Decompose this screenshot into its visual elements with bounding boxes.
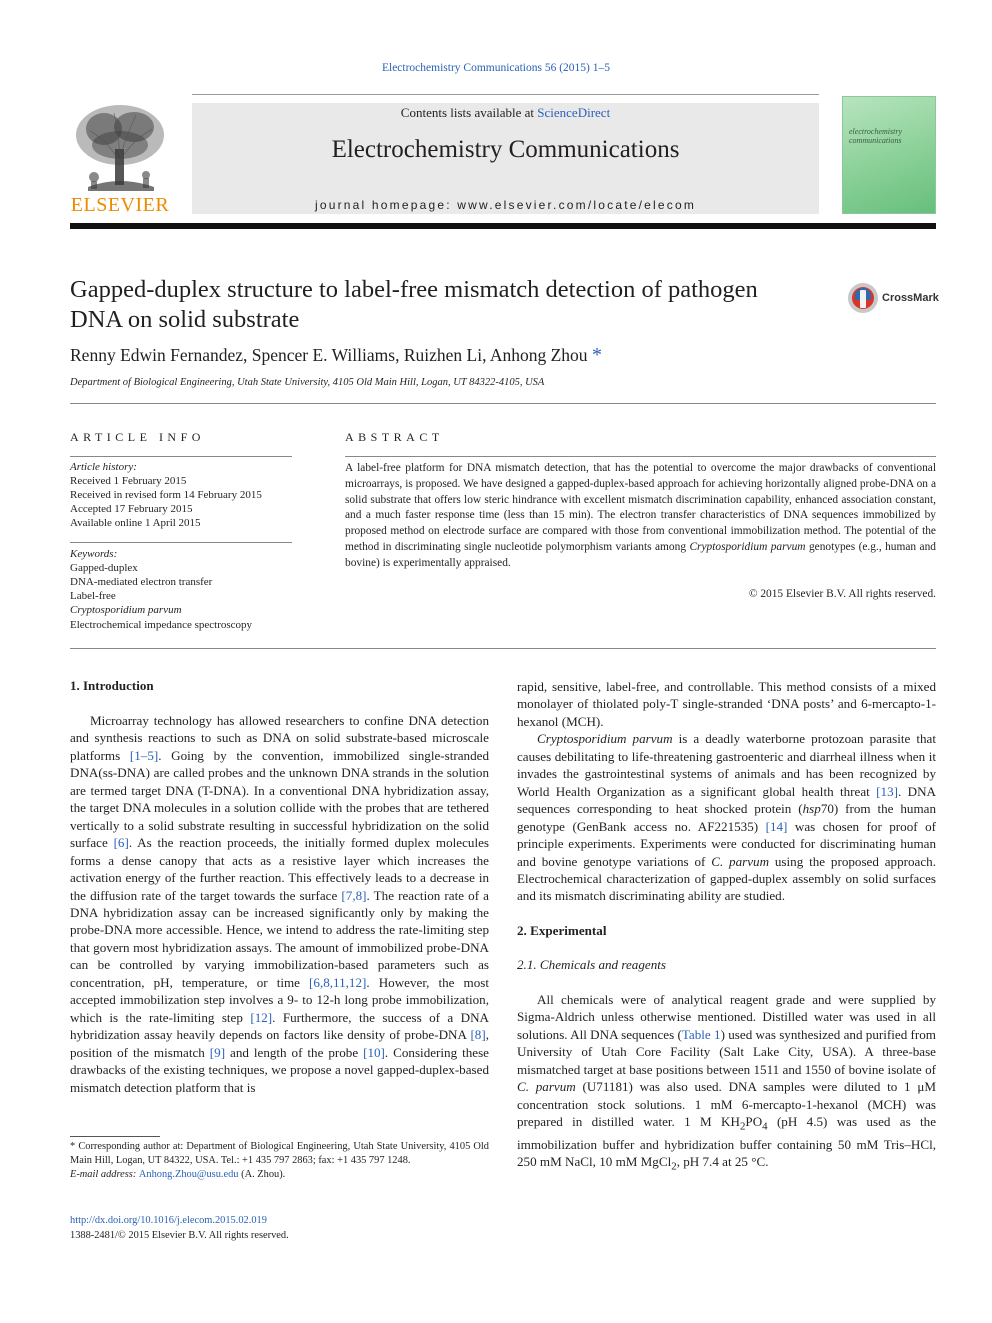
keyword: Electrochemical impedance spectroscopy	[70, 619, 253, 631]
chemicals-paragraph: All chemicals were of analytical reagent grade and were supplied by Sigma-Aldrich unless otherwise mentioned. Distilled water was used in all solutions. All DNA sequences (Table 1) used was synthesized and purified from University of Utah Core Facility (Salt Lake City, USA). A three-base mismatched target at base positions between 1511 and 1550 of bovine isolate of C. parvum (U71181) was also used. DNA samples were diluted to 1 μM concentration stock solutions. 1 mM 6-mercapto-1-hexanol (MCH) was prepared in distilled water. 1 M $KH_2PO_4$ (pH 4.5) was used as the immobilization buffer and hybridization buffer containing 50 mM Tris–HCl, 250 mM NaCl, 10 mM MgCl$_2$, pH 7.4 at 25 °C.	[517, 991, 937, 1174]
citation-link[interactable]: [13]	[876, 783, 898, 799]
citation-link[interactable]: [9]	[209, 1044, 226, 1060]
journal-homepage	[192, 198, 819, 212]
history-accepted: Accepted 17 February 2015	[70, 503, 193, 515]
intro-paragraph-1-continued: rapid, sensitive, label-free, and controllable. This method consists of a mixed monolayer of thiolated poly-T single-stranded ‘DNA posts’ and 6-mercapto-1-hexanol (MCH).	[517, 679, 936, 729]
affiliation-rule	[70, 403, 936, 404]
keywords-label: Keywords:	[70, 548, 118, 560]
abstract-text: A label-free platform for DNA mismatch detection, that has the potential to overcome the major drawbacks of conventional microarrays, is proposed. We have designed a gapped-duplex-based approach for achieving horizontally aligned probe-DNA on a solid substrate that offers low steric hindrance with excellent mismatch discrimination capability, enhanced association constant, and a much faster response time (less than 15 min). The electron transfer characteristics of DNA sequences immobilized by proposed method on electrode surface are compared with those from conventional immobilization method. The potential of the method in discriminating single nucleotide polymorphism variants among Cryptosporidium parvum genotypes (e.g., human and bovine) is experimentally appraised.	[345, 462, 936, 569]
abstract-rule	[345, 456, 936, 457]
contents-prefix: Contents lists available at	[400, 105, 538, 120]
intro-paragraph-1: Microarray technology has allowed researchers to confine DNA detection and synthesis reactions to such as DNA on solid substrate-based microscale platforms [1–5]. Going by the convention, immobilized single-stranded DNA(ss-DNA) are called probes and the unknown DNA strands in the solution are termed target DNA (T-DNA). In a conventional DNA hybridization assay, the target DNA molecules in a solution collide with the probes that are tethered vertically to a solid substrate resulting in successful hybridization on the solid surface [6]. As the reaction proceeds, the initially formed duplex molecules forms a dense canopy that acts as a resistive layer which increases the activation energy of the further reaction. This effectively leads to a decrease in the diffusion rate of the target towards the surface [7,8]. The reaction rate of a DNA hybridization assay can be increased significantly only by making the probe-DNA more accessible. Hence, we intend to address the rate-limiting step that govern most hybridization assays. The amount of immobilized probe-DNA can be controlled by varying immobilization-based parameters such as concentration, pH, temperature, or time [6,8,11,12]. However, the most accepted immobilization step involves a 9- to 12-h long probe immobilization, which is the rate-limiting step [12]. Furthermore, the success of a DNA hybridization assay heavily depends on factors like density of probe-DNA [8], position of the mismatch [9] and length of the probe [10]. Considering these drawbacks of the existing techniques, we propose a novel gapped-duplex-based mismatch detection platform that is	[70, 713, 489, 1095]
sciencedirect-link[interactable]: ScienceDirect	[537, 105, 611, 120]
history-received: Received 1 February 2015	[70, 475, 187, 487]
header-thick-rule	[70, 223, 936, 229]
keyword: Label-free	[70, 590, 116, 602]
email-link[interactable]: Anhong.Zhou@usu.edu	[138, 1169, 239, 1180]
homepage-prefix: journal homepage:	[314, 198, 458, 212]
contents-line	[192, 105, 819, 121]
crossmark-label: CrossMark	[882, 292, 939, 304]
corresponding-author-footnote: * Corresponding author at: Department of Biological Engineering, Utah State University, 4105 Old Main Hill, Logan, UT 84322, USA. Tel.: +1 435 797 2863; fax: +1 435 797 1248. E-mail address: Anhong.Zhou@usu.edu (A. Zhou).	[70, 1141, 489, 1180]
journal-reference-link[interactable]: Electrochemistry Communications 56 (2015) 1–5	[381, 62, 611, 74]
article-history-label: Article history:	[70, 461, 137, 473]
history-online: Available online 1 April 2015	[70, 517, 201, 529]
corresponding-author-link[interactable]: *	[591, 344, 602, 366]
header-top-rule	[192, 94, 819, 95]
citation-link[interactable]: [6,8,11,12]	[309, 974, 367, 990]
footnote-rule	[70, 1136, 160, 1137]
right-column	[517, 678, 936, 1177]
citation-link[interactable]: [7,8]	[341, 887, 367, 903]
citation-link[interactable]: [10]	[363, 1044, 385, 1060]
article-info-heading: ARTICLE INFO	[70, 430, 205, 444]
article-info-rule	[70, 456, 292, 457]
section-heading-introduction: 1. Introduction	[70, 678, 154, 693]
abstract-copyright: © 2015 Elsevier B.V. All rights reserved.	[748, 588, 936, 600]
affiliation: Department of Biological Engineering, Utah State University, 4105 Old Main Hill, Logan, UT 84322-4105, USA	[70, 377, 545, 388]
subsection-heading-chemicals: 2.1. Chemicals and reagents	[517, 957, 666, 973]
citation-link[interactable]: [14]	[765, 818, 788, 834]
cover-title: electrochemistry communications	[849, 127, 903, 145]
citation-link[interactable]: [1–5]	[129, 747, 159, 763]
keywords-rule	[70, 542, 292, 543]
issn-copyright: 1388-2481/© 2015 Elsevier B.V. All rights reserved.	[70, 1230, 289, 1241]
left-column	[70, 712, 489, 1096]
citation-link[interactable]: [12]	[250, 1009, 273, 1025]
body-rule	[70, 648, 936, 649]
homepage-link[interactable]: www.elsevier.com/locate/elecom	[457, 198, 697, 212]
keyword: Cryptosporidium parvum	[70, 604, 182, 616]
elsevier-wordmark: ELSEVIER	[70, 194, 170, 216]
doi-link[interactable]: http://dx.doi.org/10.1016/j.elecom.2015.02.019	[70, 1215, 267, 1226]
section-heading-experimental: 2. Experimental	[517, 922, 607, 938]
keyword: Gapped-duplex	[70, 562, 138, 574]
citation-link[interactable]: [6]	[113, 835, 129, 851]
article-title: Gapped-duplex structure to label-free mismatch detection of pathogen DNA on solid substrate	[70, 276, 758, 333]
intro-paragraph-2: Cryptosporidium parvum is a deadly waterborne protozoan parasite that causes debilitating to life-threatening gastroenteric and diarrheal illness when it invades the gastrointestinal systems of animals and has been recognized by World Health Organization as a significant global health threat [13]. DNA sequences corresponding to heat shocked protein (hsp70) from the human genotype (GenBank access no. AF221535) [14] was chosen for proof of principle experiments. Experiments were conducted for discriminating human and bovine genotype variations of C. parvum using the proposed approach. Electrochemical characterization of gapped-duplex assembly on solid surfaces and its mismatch discriminating ability are studied.	[517, 731, 936, 904]
journal-name: Electrochemistry Communications	[331, 136, 680, 163]
history-revised: Received in revised form 14 February 2015	[70, 489, 262, 501]
authors-text: Renny Edwin Fernandez, Spencer E. Williams, Ruizhen Li, Anhong Zhou	[70, 345, 588, 365]
abstract-heading: ABSTRACT	[345, 430, 444, 444]
author-list	[70, 344, 602, 367]
citation-link[interactable]: [8]	[470, 1027, 486, 1043]
keyword: DNA-mediated electron transfer	[70, 576, 213, 588]
table-link[interactable]: Table 1	[681, 1026, 721, 1042]
journal-cover-thumbnail[interactable]	[842, 96, 936, 214]
